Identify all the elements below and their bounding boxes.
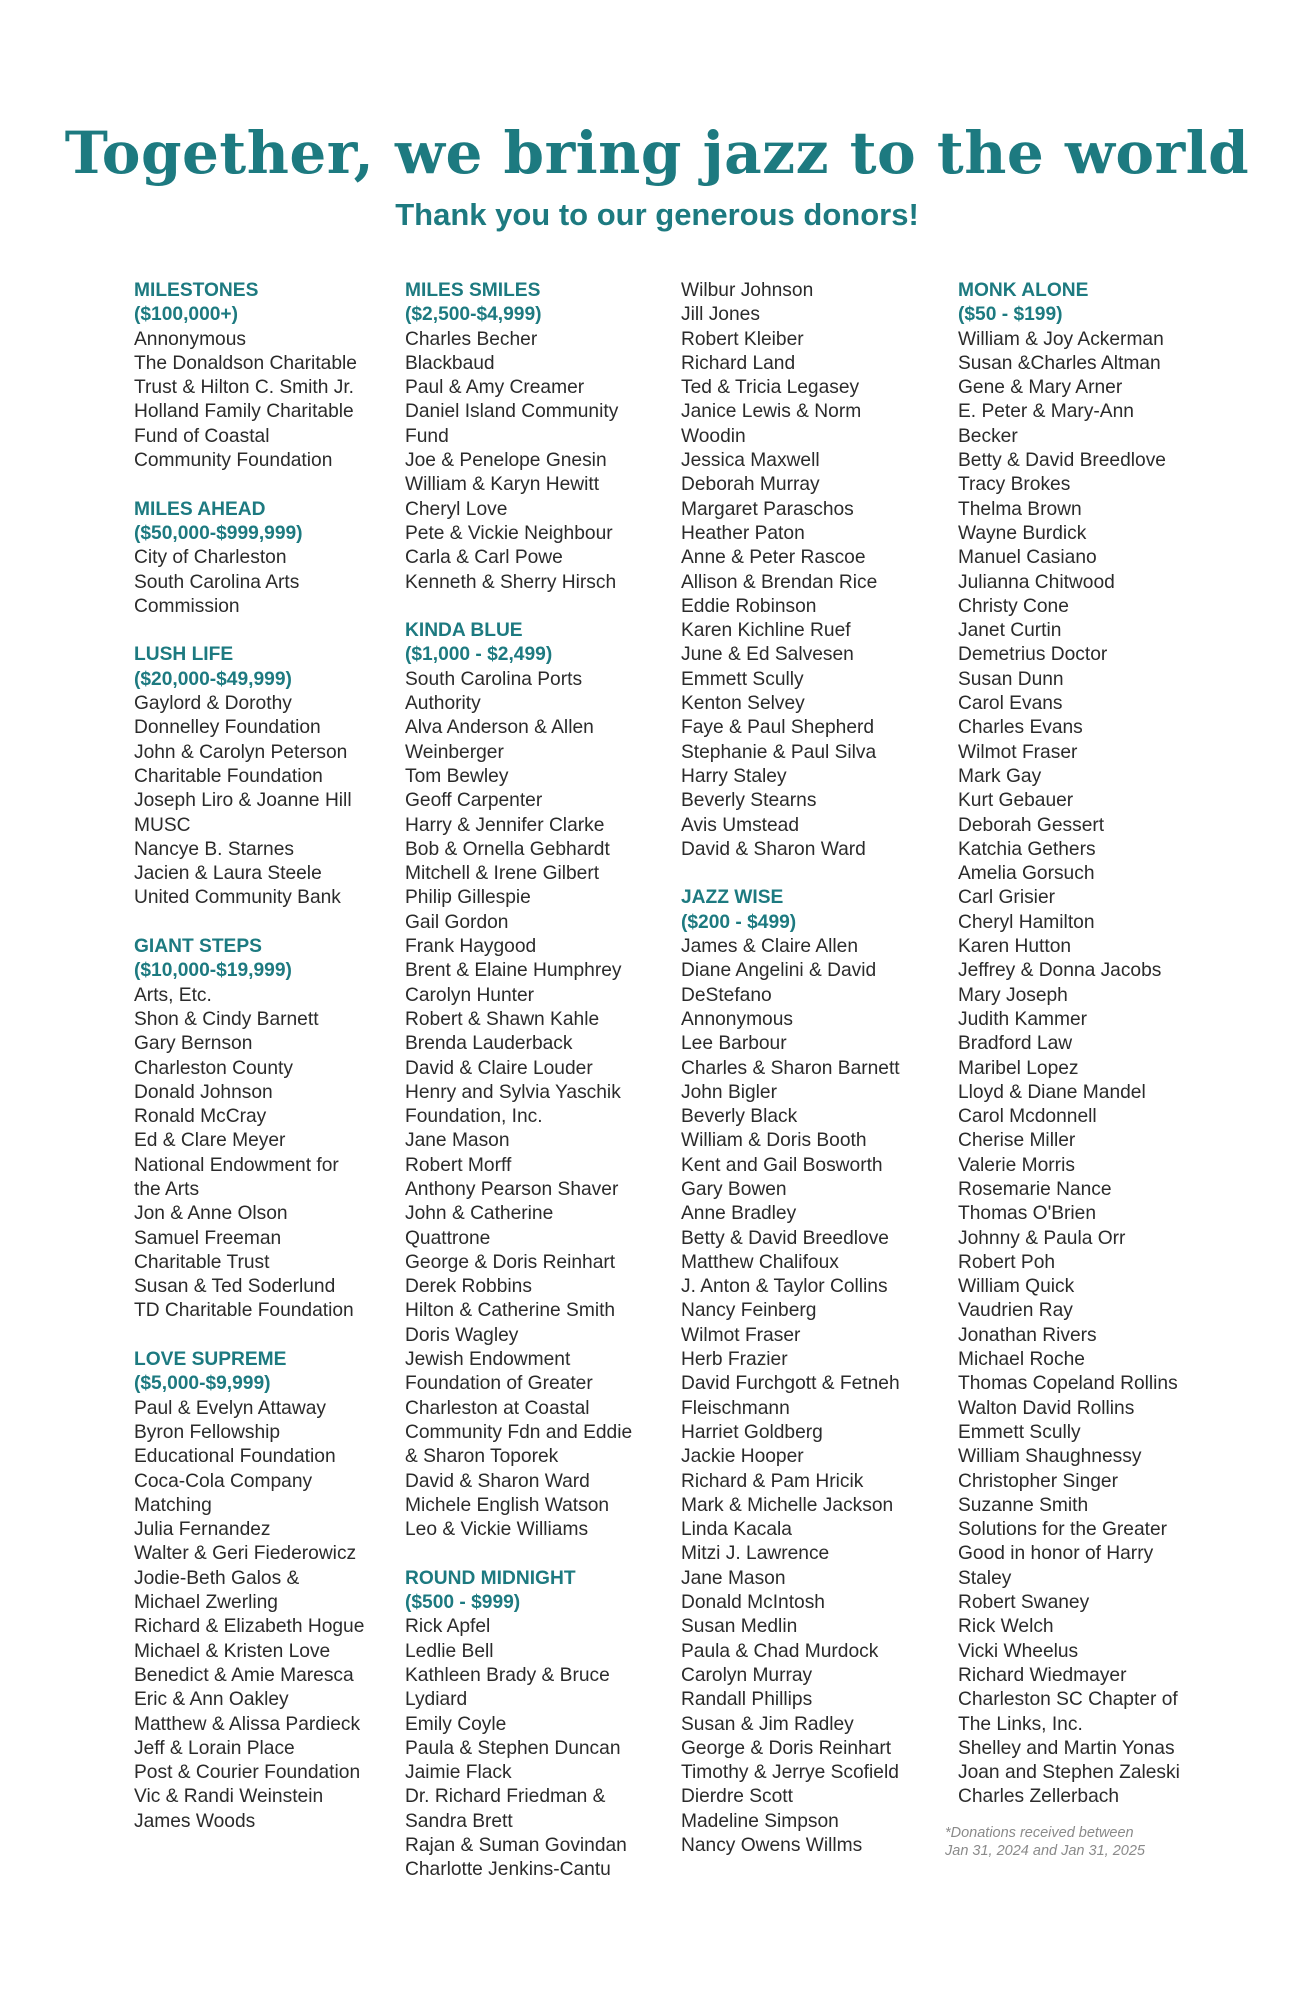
donor-name: Matthew Chalifoux bbox=[681, 1251, 839, 1273]
donor-name: June & Ed Salvesen bbox=[681, 644, 854, 666]
donor-name: William & Doris Booth bbox=[681, 1130, 867, 1152]
donor-name: Bob & Ornella Gebhardt bbox=[405, 838, 610, 860]
donor-name: Timothy & Jerrye Scofield bbox=[681, 1762, 899, 1784]
donor-name: Julia Fernandez bbox=[134, 1519, 271, 1541]
donor-name: Susan & Ted Soderlund bbox=[134, 1276, 336, 1298]
donor-name: George & Doris Reinhart bbox=[681, 1737, 892, 1759]
donor-name: South Carolina Ports bbox=[405, 668, 583, 690]
donor-name: Vic & Randi Weinstein bbox=[134, 1786, 324, 1808]
donor-name: Charles Becher bbox=[405, 328, 538, 350]
donor-name: Janice Lewis & Norm bbox=[681, 401, 862, 423]
donor-name: Gary Bowen bbox=[681, 1178, 787, 1200]
donor-name: Betty & David Breedlove bbox=[958, 450, 1166, 472]
donor-name: Tom Bewley bbox=[405, 765, 509, 787]
donor-name: Donnelley Foundation bbox=[134, 717, 321, 739]
donor-name: Deborah Gessert bbox=[958, 814, 1105, 836]
donor-name: Rosemarie Nance bbox=[958, 1178, 1112, 1200]
donor-column-4 bbox=[958, 279, 1228, 1810]
tier-heading: LOVE SUPREME bbox=[134, 1349, 287, 1371]
donor-name: Harry & Jennifer Clarke bbox=[405, 814, 605, 836]
donor-name: Brent & Elaine Humphrey bbox=[405, 960, 622, 982]
donor-name: James Woods bbox=[134, 1810, 256, 1832]
donor-name: Holland Family Charitable bbox=[134, 401, 354, 423]
donor-name: Paula & Stephen Duncan bbox=[405, 1737, 621, 1759]
donor-name: Stephanie & Paul Silva bbox=[681, 741, 877, 763]
donor-name: Karen Hutton bbox=[958, 936, 1072, 958]
section-spacer bbox=[405, 595, 675, 619]
donor-name: Robert Poh bbox=[958, 1251, 1056, 1273]
donor-name: Manuel Casiano bbox=[958, 547, 1097, 569]
donor-name: Staley bbox=[958, 1567, 1012, 1589]
donor-name: Joe & Penelope Gnesin bbox=[405, 450, 607, 472]
donor-name: Carl Grisier bbox=[958, 887, 1056, 909]
donor-name: Cheryl Hamilton bbox=[958, 911, 1095, 933]
donor-name: Anne Bradley bbox=[681, 1203, 797, 1225]
donor-name: Jodie-Beth Galos & bbox=[134, 1567, 300, 1589]
donor-name: Randall Phillips bbox=[681, 1689, 813, 1711]
donor-name: Mark & Michelle Jackson bbox=[681, 1494, 894, 1516]
tier-heading: MILES AHEAD bbox=[134, 498, 266, 520]
donor-name: United Community Bank bbox=[134, 887, 341, 909]
donor-name: Jaimie Flack bbox=[405, 1762, 512, 1784]
donor-name: Arts, Etc. bbox=[134, 984, 212, 1006]
donor-name: Charitable Trust bbox=[134, 1251, 270, 1273]
footnote-line: Jan 31, 2024 and Jan 31, 2025 bbox=[945, 1843, 1145, 1859]
donor-name: Kurt Gebauer bbox=[958, 790, 1074, 812]
donor-name: Fleischmann bbox=[681, 1397, 790, 1419]
donor-name: Gail Gordon bbox=[405, 911, 509, 933]
donor-name: Karen Kichline Ruef bbox=[681, 620, 851, 642]
donor-name: Dierdre Scott bbox=[681, 1786, 793, 1808]
donor-name: Geoff Carpenter bbox=[405, 790, 543, 812]
donor-name: Quattrone bbox=[405, 1227, 491, 1249]
donor-name: National Endowment for bbox=[134, 1154, 339, 1176]
donor-name: Coca-Cola Company bbox=[134, 1470, 313, 1492]
donor-name: Authority bbox=[405, 693, 481, 715]
donor-name: Joan and Stephen Zaleski bbox=[958, 1762, 1180, 1784]
footnote-line: *Donations received between bbox=[945, 1825, 1134, 1841]
donor-name: The Links, Inc. bbox=[958, 1713, 1083, 1735]
donor-name: Jeffrey & Donna Jacobs bbox=[958, 960, 1162, 982]
donor-name: Robert Morff bbox=[405, 1154, 512, 1176]
donor-name: Maribel Lopez bbox=[958, 1057, 1079, 1079]
donor-name: Jewish Endowment bbox=[405, 1349, 571, 1371]
donor-name: City of Charleston bbox=[134, 547, 287, 569]
donor-name: Avis Umstead bbox=[681, 814, 800, 836]
donor-name: Kathleen Brady & Bruce bbox=[405, 1664, 610, 1686]
donor-name: Charlotte Jenkins-Cantu bbox=[405, 1859, 611, 1881]
tier-heading: ($2,500-$4,999) bbox=[405, 304, 542, 326]
donor-name: Charles Evans bbox=[958, 717, 1083, 739]
donor-name: Johnny & Paula Orr bbox=[958, 1227, 1126, 1249]
donor-name: Michele English Watson bbox=[405, 1494, 610, 1516]
donor-name: Beverly Black bbox=[681, 1106, 798, 1128]
section-spacer bbox=[405, 1542, 675, 1566]
donor-name: Michael & Kristen Love bbox=[134, 1640, 331, 1662]
donor-name: Madeline Simpson bbox=[681, 1810, 839, 1832]
donor-name: Michael Roche bbox=[958, 1349, 1085, 1371]
donor-name: Jon & Anne Olson bbox=[134, 1203, 288, 1225]
donor-name: Dr. Richard Friedman & bbox=[405, 1786, 606, 1808]
donor-name: Christy Cone bbox=[958, 595, 1069, 617]
donor-name: Joseph Liro & Joanne Hill bbox=[134, 790, 352, 812]
donor-name: MUSC bbox=[134, 814, 191, 836]
donor-name: Carol Mcdonnell bbox=[958, 1106, 1097, 1128]
donor-name: Kent and Gail Bosworth bbox=[681, 1154, 883, 1176]
donor-name: Matthew & Alissa Pardieck bbox=[134, 1713, 361, 1735]
donor-name: Gary Bernson bbox=[134, 1033, 253, 1055]
donor-name: Brenda Lauderback bbox=[405, 1033, 573, 1055]
tier-heading: ($20,000-$49,999) bbox=[134, 668, 292, 690]
donor-name: Kenton Selvey bbox=[681, 693, 805, 715]
donor-name: David & Sharon Ward bbox=[405, 1470, 590, 1492]
section-spacer bbox=[134, 911, 394, 935]
donor-name: Vaudrien Ray bbox=[958, 1300, 1073, 1322]
donor-name: Heather Paton bbox=[681, 522, 805, 544]
donor-name: Richard & Pam Hricik bbox=[681, 1470, 864, 1492]
donor-name: Susan & Jim Radley bbox=[681, 1713, 854, 1735]
donor-name: Anthony Pearson Shaver bbox=[405, 1178, 619, 1200]
donor-name: Wilmot Fraser bbox=[681, 1324, 801, 1346]
donor-column-2 bbox=[405, 279, 675, 1883]
donor-name: Community Foundation bbox=[134, 450, 333, 472]
donor-name: Rick Welch bbox=[958, 1616, 1054, 1638]
page-title: Together, we bring jazz to the world bbox=[64, 119, 1250, 187]
donor-name: Charles Zellerbach bbox=[958, 1786, 1120, 1808]
donor-name: Carolyn Murray bbox=[681, 1664, 813, 1686]
donor-name: Hilton & Catherine Smith bbox=[405, 1300, 616, 1322]
donor-name: Suzanne Smith bbox=[958, 1494, 1089, 1516]
donor-name: Thomas O'Brien bbox=[958, 1203, 1097, 1225]
tier-heading: LUSH LIFE bbox=[134, 644, 234, 666]
donor-name: Kenneth & Sherry Hirsch bbox=[405, 571, 617, 593]
tier-heading: KINDA BLUE bbox=[405, 620, 523, 642]
tier-heading: ROUND MIDNIGHT bbox=[405, 1567, 576, 1589]
donor-column-3 bbox=[681, 279, 951, 1858]
tier-heading: GIANT STEPS bbox=[134, 936, 262, 958]
donor-name: Thelma Brown bbox=[958, 498, 1082, 520]
donor-name: Rick Apfel bbox=[405, 1616, 491, 1638]
donor-name: Jane Mason bbox=[405, 1130, 510, 1152]
donor-name: Tracy Brokes bbox=[958, 474, 1071, 496]
section-spacer bbox=[134, 1324, 394, 1348]
donor-name: Ledlie Bell bbox=[405, 1640, 494, 1662]
donor-name: Katchia Gethers bbox=[958, 838, 1096, 860]
donor-name: Gene & Mary Arner bbox=[958, 377, 1123, 399]
tier-heading: MONK ALONE bbox=[958, 280, 1089, 301]
donor-name: Robert Swaney bbox=[958, 1592, 1090, 1614]
donor-name: Nancy Feinberg bbox=[681, 1300, 817, 1322]
tier-heading: MILES SMILES bbox=[405, 280, 541, 301]
donor-column-1 bbox=[134, 279, 394, 1834]
donor-name: E. Peter & Mary-Ann bbox=[958, 401, 1134, 423]
donation-period-note bbox=[945, 1824, 1235, 1860]
donor-name: Valerie Morris bbox=[958, 1154, 1075, 1176]
tier-heading: ($5,000-$9,999) bbox=[134, 1373, 271, 1395]
donor-name: Charitable Foundation bbox=[134, 765, 323, 787]
donor-name: Beverly Stearns bbox=[681, 790, 817, 812]
donor-name: Frank Haygood bbox=[405, 936, 537, 958]
donor-name: Demetrius Doctor bbox=[958, 644, 1108, 666]
donor-name: John & Catherine bbox=[405, 1203, 554, 1225]
tier-heading: ($50,000-$999,999) bbox=[134, 522, 303, 544]
donor-name: Susan Medlin bbox=[681, 1616, 798, 1638]
donor-name: Herb Frazier bbox=[681, 1349, 788, 1371]
donor-name: Walter & Geri Fiederowicz bbox=[134, 1543, 357, 1565]
donor-name: Nancye B. Starnes bbox=[134, 838, 294, 860]
donor-name: Charleston at Coastal bbox=[405, 1397, 590, 1419]
donor-name: Cherise Miller bbox=[958, 1130, 1076, 1152]
tier-heading: ($1,000 - $2,499) bbox=[405, 644, 553, 666]
tier-heading: ($10,000-$19,999) bbox=[134, 960, 292, 982]
section-spacer bbox=[134, 619, 394, 643]
donor-name: Michael Zwerling bbox=[134, 1592, 278, 1614]
donor-name: Richard Wiedmayer bbox=[958, 1664, 1127, 1686]
donor-name: DeStefano bbox=[681, 984, 772, 1006]
donor-name: Emmett Scully bbox=[681, 668, 804, 690]
donor-name: David & Claire Louder bbox=[405, 1057, 593, 1079]
section-spacer bbox=[134, 473, 394, 497]
donor-name: Emmett Scully bbox=[958, 1421, 1081, 1443]
donor-name: Weinberger bbox=[405, 741, 504, 763]
donor-name: Byron Fellowship bbox=[134, 1421, 281, 1443]
tier-heading: ($200 - $499) bbox=[681, 911, 797, 933]
donor-name: Judith Kammer bbox=[958, 1008, 1088, 1030]
donor-name: Cheryl Love bbox=[405, 498, 508, 520]
donor-name: Gaylord & Dorothy bbox=[134, 693, 292, 715]
donor-name: Leo & Vickie Williams bbox=[405, 1519, 589, 1541]
donor-name: Annonymous bbox=[134, 328, 246, 350]
donor-name: Foundation of Greater bbox=[405, 1373, 593, 1395]
donor-name: Derek Robbins bbox=[405, 1276, 532, 1298]
donor-name: Charleston County bbox=[134, 1057, 293, 1079]
donor-name: Margaret Paraschos bbox=[681, 498, 854, 520]
donor-name: Walton David Rollins bbox=[958, 1397, 1135, 1419]
donor-name: Alva Anderson & Allen bbox=[405, 717, 594, 739]
donor-name: Henry and Sylvia Yaschik bbox=[405, 1081, 621, 1103]
donor-name: Wilmot Fraser bbox=[958, 741, 1078, 763]
donor-name: TD Charitable Foundation bbox=[134, 1300, 354, 1322]
donor-name: Trust & Hilton C. Smith Jr. bbox=[134, 377, 354, 399]
donor-name: Philip Gillespie bbox=[405, 887, 531, 909]
donor-name: Foundation, Inc. bbox=[405, 1106, 543, 1128]
donor-name: Christopher Singer bbox=[958, 1470, 1118, 1492]
donor-name: Paula & Chad Murdock bbox=[681, 1640, 879, 1662]
donor-name: William Quick bbox=[958, 1276, 1075, 1298]
donor-name: William & Karyn Hewitt bbox=[405, 474, 600, 496]
donor-name: & Sharon Toporek bbox=[405, 1446, 559, 1468]
donor-name: Charleston SC Chapter of bbox=[958, 1689, 1178, 1711]
donor-name: The Donaldson Charitable bbox=[134, 352, 357, 374]
donor-name: Commission bbox=[134, 595, 240, 617]
donor-name: Educational Foundation bbox=[134, 1446, 336, 1468]
donor-name: Fund bbox=[405, 425, 449, 447]
donor-name: Jacien & Laura Steele bbox=[134, 863, 322, 885]
donor-name: Betty & David Breedlove bbox=[681, 1227, 889, 1249]
donor-name: George & Doris Reinhart bbox=[405, 1251, 616, 1273]
donor-name: Solutions for the Greater bbox=[958, 1519, 1168, 1541]
donor-name: Rajan & Suman Govindan bbox=[405, 1835, 627, 1856]
donor-name: Susan Dunn bbox=[958, 668, 1064, 690]
donor-name: Deborah Murray bbox=[681, 474, 820, 496]
tier-heading: ($100,000+) bbox=[134, 304, 239, 326]
donor-name: Jill Jones bbox=[681, 304, 760, 326]
donor-name: William & Joy Ackerman bbox=[958, 328, 1164, 350]
donor-name: Ted & Tricia Legasey bbox=[681, 377, 860, 399]
donor-name: South Carolina Arts bbox=[134, 571, 300, 593]
donor-name: Becker bbox=[958, 425, 1018, 447]
donor-name: Jackie Hooper bbox=[681, 1446, 804, 1468]
donor-name: Community Fdn and Eddie bbox=[405, 1421, 633, 1443]
page-subtitle: Thank you to our generous donors! bbox=[395, 197, 919, 232]
donor-name: Anne & Peter Rascoe bbox=[681, 547, 866, 569]
donor-name: Harriet Goldberg bbox=[681, 1421, 823, 1443]
tier-heading: MILESTONES bbox=[134, 280, 259, 301]
donor-name: Janet Curtin bbox=[958, 620, 1062, 642]
donor-name: Amelia Gorsuch bbox=[958, 863, 1095, 885]
donor-name: Bradford Law bbox=[958, 1033, 1073, 1055]
donor-name: Lloyd & Diane Mandel bbox=[958, 1081, 1146, 1103]
donor-name: Julianna Chitwood bbox=[958, 571, 1115, 593]
donor-name: Mitchell & Irene Gilbert bbox=[405, 863, 600, 885]
donor-name: Post & Courier Foundation bbox=[134, 1762, 361, 1784]
donor-name: David Furchgott & Fetneh bbox=[681, 1373, 900, 1395]
donor-name: Thomas Copeland Rollins bbox=[958, 1373, 1178, 1395]
donor-name: the Arts bbox=[134, 1178, 200, 1200]
donor-name: Jonathan Rivers bbox=[958, 1324, 1097, 1346]
donor-name: William Shaughnessy bbox=[958, 1446, 1142, 1468]
donor-name: Robert Kleiber bbox=[681, 328, 804, 350]
donor-name: Donald McIntosh bbox=[681, 1592, 825, 1614]
donor-name: Woodin bbox=[681, 425, 746, 447]
donor-name: Mark Gay bbox=[958, 765, 1042, 787]
donor-name: Ronald McCray bbox=[134, 1106, 267, 1128]
tier-heading: JAZZ WISE bbox=[681, 887, 784, 909]
donor-name: Fund of Coastal bbox=[134, 425, 270, 447]
donor-name: Samuel Freeman bbox=[134, 1227, 282, 1249]
donor-name: Lee Barbour bbox=[681, 1033, 787, 1055]
donor-name: Richard & Elizabeth Hogue bbox=[134, 1616, 365, 1638]
donor-name: Good in honor of Harry bbox=[958, 1543, 1154, 1565]
tier-heading: ($500 - $999) bbox=[405, 1592, 521, 1614]
donor-name: Jeff & Lorain Place bbox=[134, 1737, 295, 1759]
donor-name: Daniel Island Community bbox=[405, 401, 619, 423]
donor-name: Shelley and Martin Yonas bbox=[958, 1737, 1175, 1759]
donor-name: Paul & Amy Creamer bbox=[405, 377, 585, 399]
donor-name: John & Carolyn Peterson bbox=[134, 741, 348, 763]
donor-name: Lydiard bbox=[405, 1689, 468, 1711]
donor-name: J. Anton & Taylor Collins bbox=[681, 1276, 888, 1298]
donor-name: Susan &Charles Altman bbox=[958, 352, 1161, 374]
donor-name: Vicki Wheelus bbox=[958, 1640, 1079, 1662]
donor-name: Harry Staley bbox=[681, 765, 787, 787]
donor-name: Mitzi J. Lawrence bbox=[681, 1543, 830, 1565]
donor-name: Emily Coyle bbox=[405, 1713, 507, 1735]
donor-name: Matching bbox=[134, 1494, 212, 1516]
donor-name: Linda Kacala bbox=[681, 1519, 792, 1541]
donor-name: David & Sharon Ward bbox=[681, 838, 866, 860]
donor-name: Wilbur Johnson bbox=[681, 280, 814, 301]
donor-name: Allison & Brendan Rice bbox=[681, 571, 878, 593]
donor-name: Jane Mason bbox=[681, 1567, 786, 1589]
donor-name: Richard Land bbox=[681, 352, 796, 374]
donor-name: Faye & Paul Shepherd bbox=[681, 717, 875, 739]
donor-name: Eric & Ann Oakley bbox=[134, 1689, 289, 1711]
donor-name: Carla & Carl Powe bbox=[405, 547, 563, 569]
donor-name: Paul & Evelyn Attaway bbox=[134, 1397, 326, 1419]
donor-name: Benedict & Amie Maresca bbox=[134, 1664, 354, 1686]
donor-name: James & Claire Allen bbox=[681, 936, 859, 958]
donor-name: Donald Johnson bbox=[134, 1081, 273, 1103]
donor-name: Eddie Robinson bbox=[681, 595, 817, 617]
donor-name: Annonymous bbox=[681, 1008, 793, 1030]
donor-name: Diane Angelini & David bbox=[681, 960, 877, 982]
donor-name: Carolyn Hunter bbox=[405, 984, 535, 1006]
donor-name: John Bigler bbox=[681, 1081, 777, 1103]
donor-name: Wayne Burdick bbox=[958, 522, 1087, 544]
donor-name: Robert & Shawn Kahle bbox=[405, 1008, 600, 1030]
donor-name: Charles & Sharon Barnett bbox=[681, 1057, 900, 1079]
donor-name: Ed & Clare Meyer bbox=[134, 1130, 286, 1152]
section-spacer bbox=[681, 862, 951, 886]
donor-name: Jessica Maxwell bbox=[681, 450, 820, 472]
donor-name: Shon & Cindy Barnett bbox=[134, 1008, 319, 1030]
donor-name: Carol Evans bbox=[958, 693, 1063, 715]
donor-name: Doris Wagley bbox=[405, 1324, 519, 1346]
donor-name: Sandra Brett bbox=[405, 1810, 513, 1832]
donor-name: Pete & Vickie Neighbour bbox=[405, 522, 613, 544]
donor-name: Mary Joseph bbox=[958, 984, 1068, 1006]
donor-name: Nancy Owens Willms bbox=[681, 1835, 863, 1856]
donor-name: Blackbaud bbox=[405, 352, 495, 374]
tier-heading: ($50 - $199) bbox=[958, 304, 1063, 326]
